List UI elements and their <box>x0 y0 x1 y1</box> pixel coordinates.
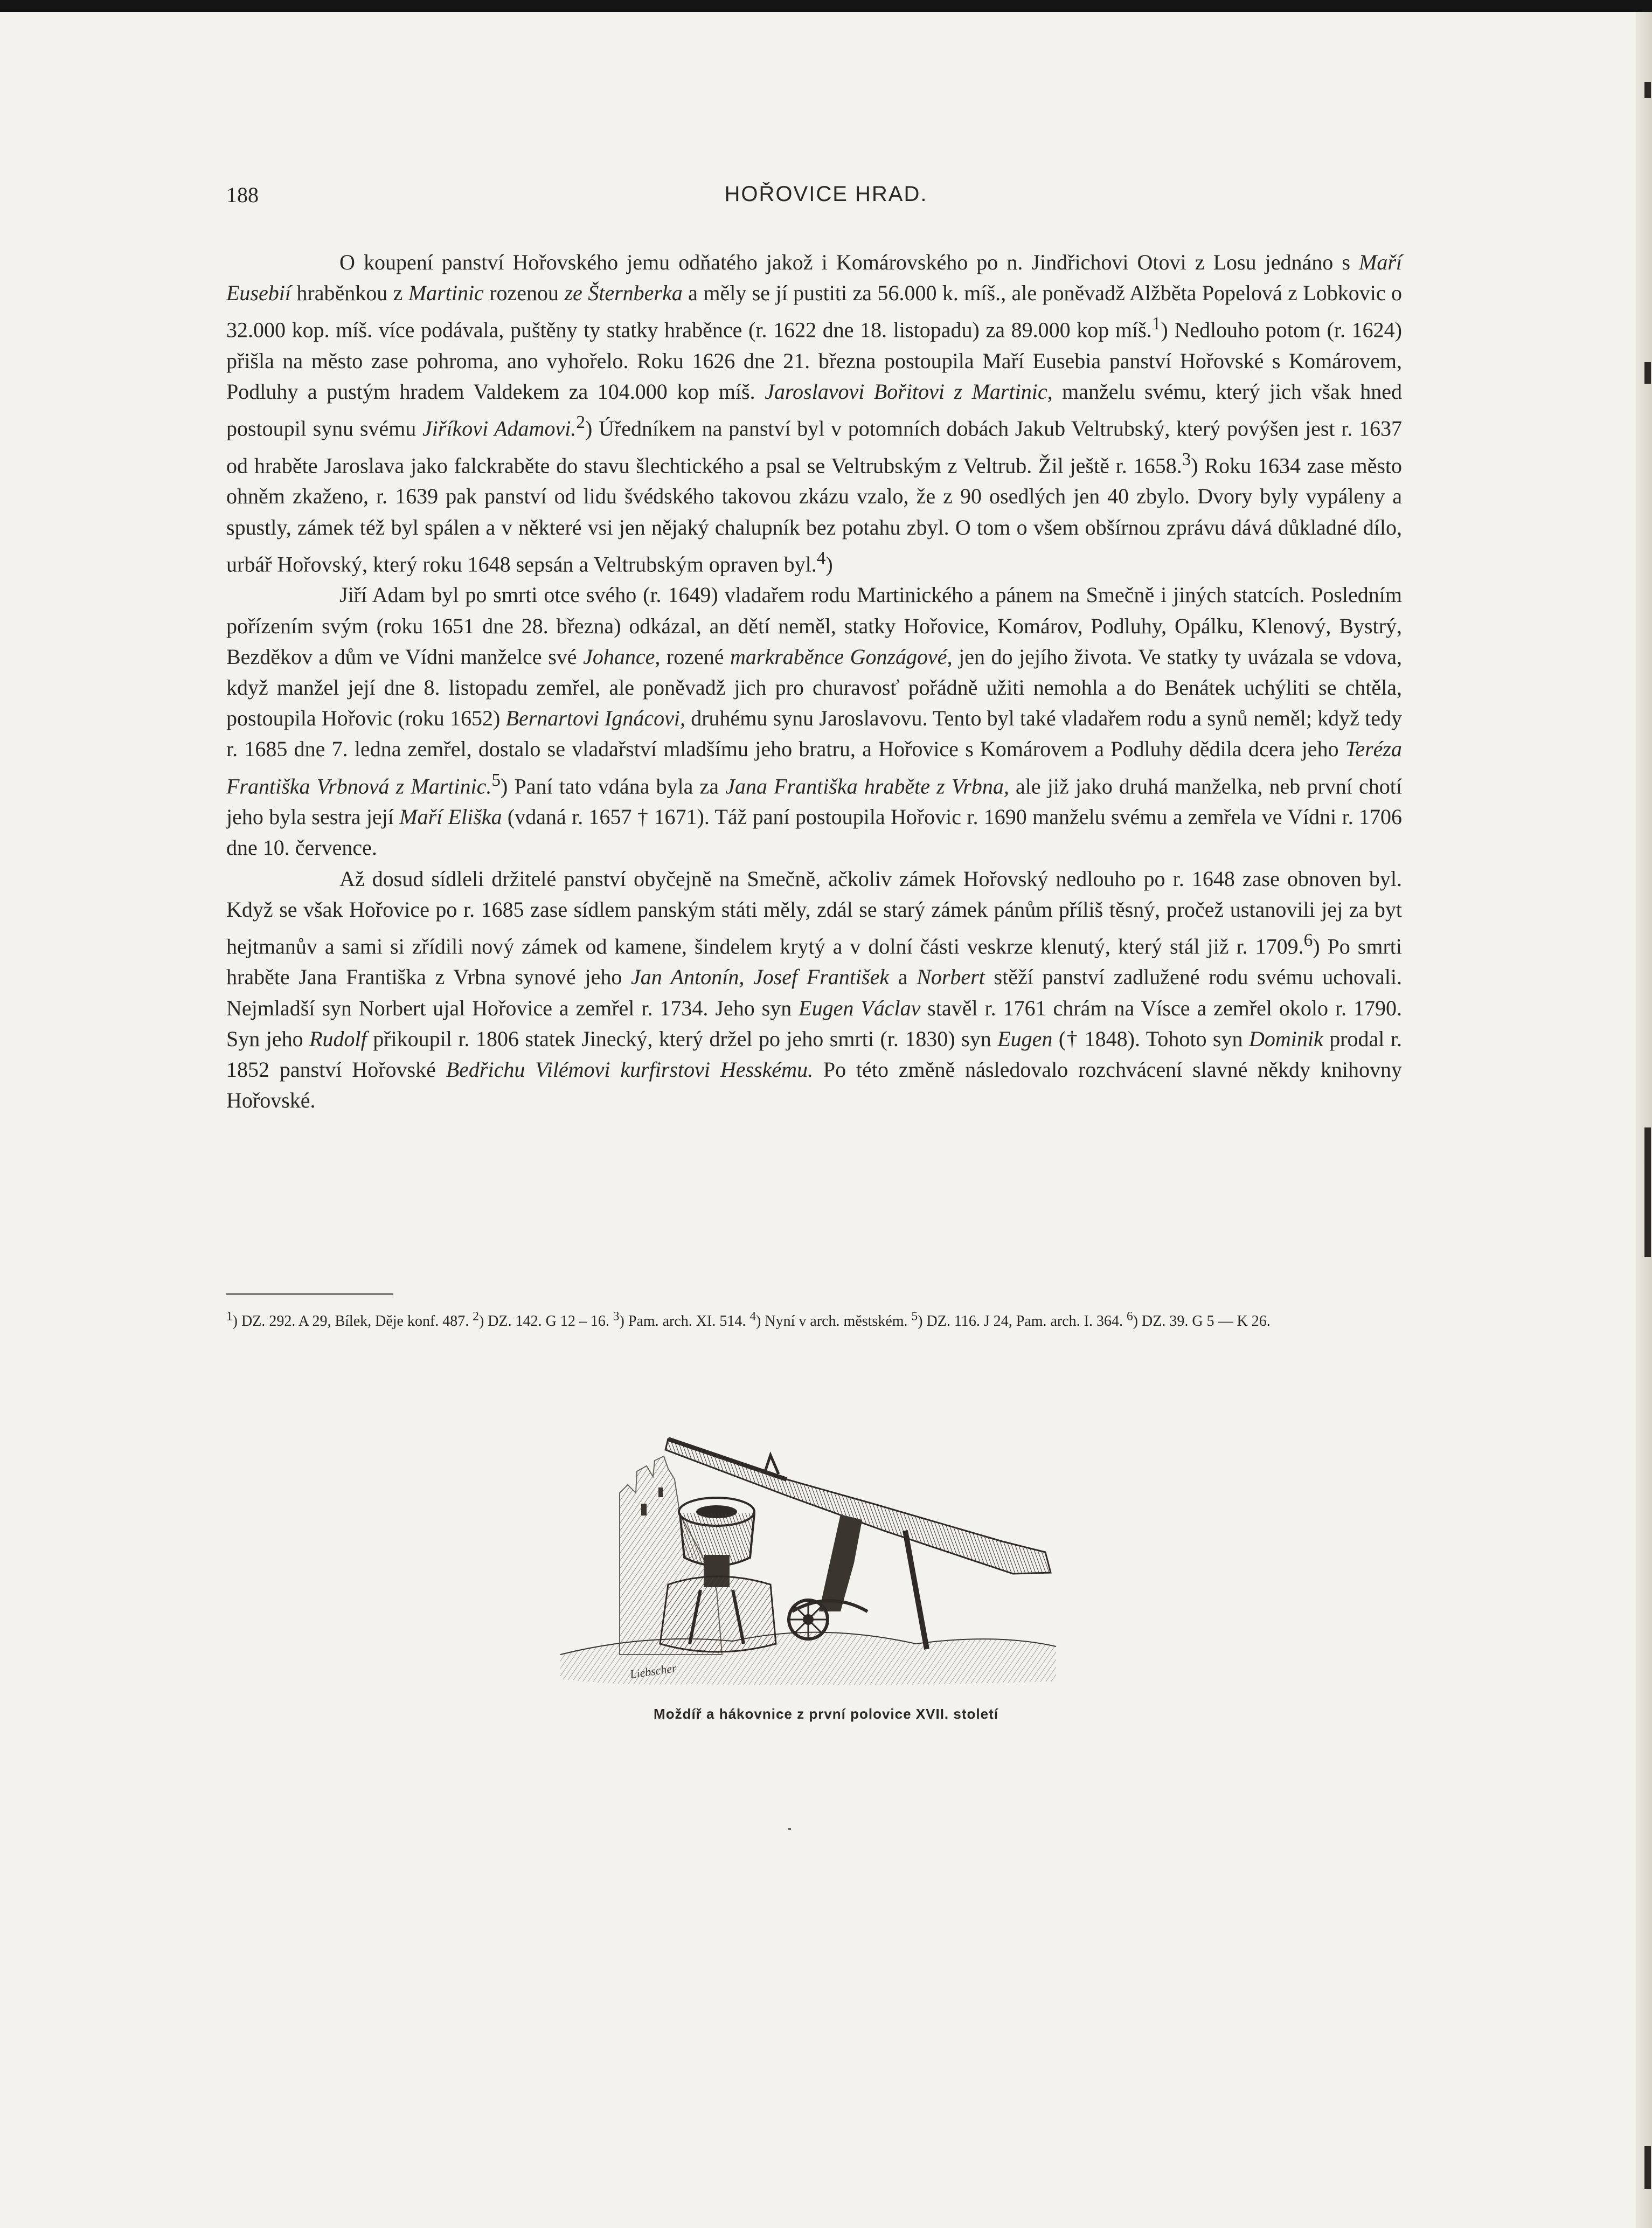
text-run: Jiří Adam byl po smrti otce svého (r. 1649) vladařem rodu Martinického a pánem na Smečně i jiných statcích. Posledním pořízením svým (roku 1651 dne 28. března) odkázal, an dětí neměl, statky Hořovice, Komárov, Podluhy, Opálku, Klenový, Bystrý, Bezděkov a dům ve Vídni manželce své <box>226 583 1402 669</box>
footnote-rule <box>226 1293 393 1295</box>
italic-name: Jiříkovi Adamovi. <box>422 416 577 441</box>
footnote: $^4$) Nyní v arch. městském. <box>749 1310 908 1330</box>
text-run: († 1848). Tohoto syn <box>1052 1026 1249 1051</box>
italic-name: Eugen Václav <box>799 995 921 1020</box>
footnote: $^6$) DZ. 39. G 5 — K 26. <box>1127 1310 1271 1330</box>
text-run: rozené <box>660 644 730 669</box>
mortar-and-arquebus-engraving <box>539 1428 1072 1687</box>
text-run: a <box>889 965 917 990</box>
italic-name: Jaroslavovi Bořitovi z Martinic, <box>765 379 1053 404</box>
footnote-mark: 5 <box>911 1310 918 1324</box>
text-run: ) Paní tato vdána byla za <box>501 773 726 798</box>
text-run: a měly se jí pustiti za 56.000 k. míš., ale poněvadž Alžběta Popelová z Lobkovic o 32.000 kop. míš. více podávala, puštěny ty statky hraběnce (r. 1622 dne 18. listopadu) za 89.000 kop míš. <box>226 281 1403 342</box>
footnote-mark: 6 <box>1127 1310 1133 1324</box>
text-run: (vdaná r. 1657 † 1671). Táž paní postoupila Hořovic r. 1690 manželu svému a zemřela ve Vídni r. 1706 dne 10. července. <box>226 805 1402 860</box>
text-run: druhému synu Jaroslavovu. Tento byl také vladařem rodu a synů neměl; když tedy r. 1685 dne 7. ledna zemřel, dostalo se vladařství mladšímu jeho bratru, a Hořovice s Komárovem a Podluhy dědila dcera jeho <box>226 706 1402 762</box>
text-run: stavěl r. 1761 chrám na Vísce a zemřel okolo r. 1790. Syn jeho <box>226 995 1403 1051</box>
footnote-ref: 3 <box>1182 449 1191 469</box>
stray-mark <box>788 1828 791 1830</box>
italic-name: Teréza Františka Vrbnová z Martinic. <box>226 737 1402 798</box>
engraving-svg <box>539 1428 1072 1687</box>
footnote-mark: 1 <box>226 1310 233 1324</box>
footnote-mark: 4 <box>749 1310 756 1324</box>
italic-name: Bernartovi Ignácovi, <box>505 706 685 731</box>
text-run: ) Úředníkem na panství byl v potomních dobách Jakub Veltrubský, který povýšen jest r. 1637 od hraběte Jaroslava jako falckraběte do stavu šlechtického a psal se Veltrubským z Veltrub. Žil ještě r. 1658. <box>226 416 1402 478</box>
page-number: 188 <box>226 183 259 207</box>
footnote-text: DZ. 116. J 24, Pam. arch. I. 364. <box>926 1313 1123 1330</box>
edge-mark <box>1644 1127 1651 1257</box>
text-run: prodal r. 1852 panství Hořovské <box>226 1026 1403 1082</box>
footnote: $^2$) DZ. 142. G 12 – 16. <box>473 1310 609 1330</box>
footnote-ref: 6 <box>1303 930 1313 950</box>
running-title: HOŘOVICE HRAD. <box>724 182 928 206</box>
text-run: O koupení panství Hořovského jemu odňatého jakož i Komárovského po n. Jindřichovi Otovi z Losu jednáno s <box>339 250 1359 274</box>
footnote-text: DZ. 142. G 12 – 16. <box>488 1313 609 1330</box>
italic-name: markraběnce Gonzágové, <box>730 644 953 669</box>
italic-name: Bedřichu Vilémovi kurfirstovi Hesskému. <box>446 1057 814 1082</box>
italic-name: Johance, <box>583 644 661 669</box>
paragraph <box>226 863 1402 1116</box>
footnote-text: DZ. 39. G 5 — K 26. <box>1142 1313 1271 1330</box>
wheel <box>789 1600 828 1639</box>
footnote-ref: 4 <box>816 548 826 568</box>
footnote-mark: 3 <box>613 1310 620 1324</box>
italic-name: Maří Eusebií <box>226 250 1402 306</box>
page-right-edge <box>1636 12 1652 2228</box>
footnote-text: Pam. arch. XI. 514. <box>628 1313 746 1330</box>
text-run: manželu svému, který jich však hned postoupil synu svému <box>226 379 1402 441</box>
text-run: ale již jako druhá manželka, neb první chotí jeho byla sestra její <box>226 773 1403 829</box>
footnote-ref: 1 <box>1151 314 1161 334</box>
figure-caption: Moždíř a hákovnice z první polovice XVII. století <box>654 1706 998 1722</box>
footnote-ref: 5 <box>491 770 501 790</box>
footnote: $^3$) Pam. arch. XI. 514. <box>613 1310 746 1330</box>
edge-mark <box>1644 362 1651 384</box>
main-text <box>226 247 1402 1116</box>
italic-name: Dominik <box>1248 1026 1323 1051</box>
footnote-ref: 2 <box>576 412 585 433</box>
footnote: $^5$) DZ. 116. J 24, Pam. arch. I. 364. <box>911 1310 1123 1330</box>
text-run: přikoupil r. 1806 statek Jinecký, který držel po jeho smrti (r. 1830) syn <box>366 1026 998 1051</box>
scan-top-border <box>0 0 1652 12</box>
italic-name: Jana Františka hraběte z Vrbna, <box>725 773 1009 798</box>
footnote: $^1$) DZ. 292. A 29, Bílek, Děje konf. 487. <box>226 1310 469 1330</box>
paragraph <box>226 247 1402 579</box>
text-run: ) Roku 1634 zase město ohněm zkaženo, r. 1639 pak panství od lidu švédského takovou zkázu vzalo, že z 90 osedlých jen 40 zbylo. Dvory byly vypáleny a spustly, zámek též byl spálen a v některé vsi jen nějaký chalupník bez potahu zbyl. O tom o všem obšírnou zprávu dává důkladné dílo, urbář Hořovský, který roku 1648 sepsán a Veltrubským opraven byl. <box>226 453 1403 577</box>
text-run: ) Po smrti hraběte Jana Františka z Vrbna synové jeho <box>226 934 1402 990</box>
italic-name: Martinic <box>408 281 484 306</box>
italic-name: Jan Antonín, Josef František <box>630 965 890 990</box>
italic-name: Rudolf <box>309 1026 367 1051</box>
text-run: Až dosud sídleli držitelé panství obyčejně na Smečně, ačkoliv zámek Hořovský nedlouho po r. 1648 zase obnoven byl. Když se však Hořovice po r. 1685 zase sídlem panským státi měly, zdál se starý zámek pánům příliš těsný, pročež ustanovili jej za byt hejtmanův a sami si zřídili nový zámek od kamene, šindelem krytý a v dolní části veskrze klenutý, který stál již r. 1709. <box>226 866 1402 959</box>
footnote-text: DZ. 292. A 29, Bílek, Děje konf. 487. <box>241 1313 469 1330</box>
italic-name: Norbert <box>917 965 985 990</box>
italic-name: Eugen <box>997 1026 1053 1051</box>
text-run: jen do jejího života. Ve statky ty uvázala se vdova, když manžel její dne 8. listopadu zemřel, ale poněvadž jich pro churavosť pořádně užiti nemohla a do Benátek uchýliti se chtěla, postoupila Hořovic (roku 1652) <box>226 644 1402 731</box>
text-run: ) Nedlouho potom (r. 1624) přišla na město zase pohroma, ano vyhořelo. Roku 1626 dne 21. března postoupila Maří Eusebia panství Hořovské s Komárovem, Podluhy a pustým hradem Valdekem za 104.000 kop míš. <box>226 317 1403 404</box>
footnote-text: Nyní v arch. městském. <box>765 1313 908 1330</box>
paragraph <box>226 579 1402 863</box>
italic-name: ze Šternberka <box>564 281 683 306</box>
engraver-signature: Liebscher <box>629 1661 677 1682</box>
italic-name: Maří Eliška <box>399 805 502 829</box>
edge-mark <box>1644 2146 1651 2189</box>
footnote-mark: 2 <box>473 1310 479 1324</box>
footnotes <box>226 1306 1402 1332</box>
text-run: ) <box>825 552 833 577</box>
text-run: rozenou <box>483 281 565 306</box>
text-run: stěží panství zadlužené rodu svému uchovali. Nejmladší syn Norbert ujal Hořovice a zemřel r. 1734. Jeho syn <box>226 965 1403 1020</box>
edge-mark <box>1644 82 1651 98</box>
text-run: Po této změně následovalo rozchvácení slavné někdy knihovny Hořovské. <box>226 1057 1402 1113</box>
text-run: hraběnkou z <box>290 281 408 306</box>
